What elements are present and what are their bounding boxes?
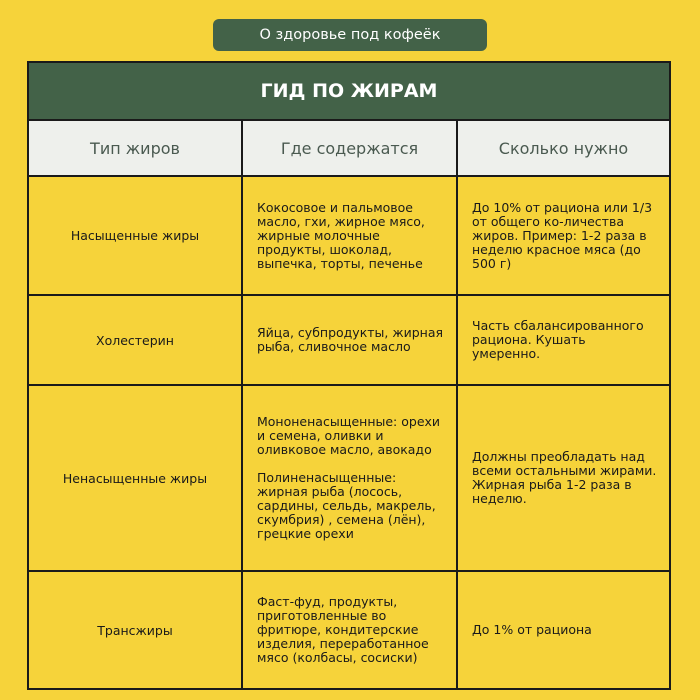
fat-type-cell: Трансжиры <box>29 572 243 688</box>
amount-cell: До 10% от рациона или 1/3 от общего ко-личества жиров. Пример: 1-2 раза в неделю красное мяса (до 500 г) <box>472 199 653 271</box>
sources-text: Яйца, субпродукты, жирная рыба, сливочное масло <box>257 325 444 354</box>
amount-cell: Должны преобладать над всеми остальными жирами. Жирная рыба 1-2 раза в неделю. <box>472 449 657 506</box>
fat-guide-table <box>27 61 671 690</box>
sources-text: Фаст-фуд, продукты, приготовленные во фритюре, кондитерские изделия, переработанное мясо (колбасы, сосиски) <box>257 594 429 665</box>
table-row <box>29 386 669 572</box>
table-header-row <box>29 121 669 177</box>
table-row <box>29 296 669 386</box>
table-title: ГИД ПО ЖИРАМ <box>29 63 669 121</box>
sources-cell <box>243 572 458 688</box>
header-pill: О здоровье под кофеёк <box>213 19 487 51</box>
column-header-type: Тип жиров <box>29 121 243 175</box>
amount-cell: Часть сбалансированного рациона. Кушать умеренно. <box>472 318 644 361</box>
sources-cell <box>243 386 458 570</box>
sources-text-mono: Мононенасыщенные: орехи и семена, оливки и оливковое масло, авокадо <box>257 414 441 457</box>
column-header-sources: Где содержатся <box>243 121 458 175</box>
table-row <box>29 177 669 296</box>
fat-type-cell: Насыщенные жиры <box>29 177 243 294</box>
sources-cell <box>243 296 458 384</box>
table-row <box>29 572 669 688</box>
sources-text-poly: Полиненасыщенные: жирная рыба (лосось, сардины, сельдь, макрель, скумбрия) , семена (лён), грецкие орехи <box>257 470 436 541</box>
amount-cell: До 1% от рациона <box>472 622 592 637</box>
sources-text: Кокосовое и пальмовое масло, гхи, жирное мясо, жирные молочные продукты, шоколад, выпечка, торты, печенье <box>257 199 425 271</box>
fat-type-cell: Ненасыщенные жиры <box>29 386 243 570</box>
sources-cell <box>243 177 458 294</box>
column-header-amount: Сколько нужно <box>498 138 629 158</box>
fat-type-cell: Холестерин <box>29 296 243 384</box>
